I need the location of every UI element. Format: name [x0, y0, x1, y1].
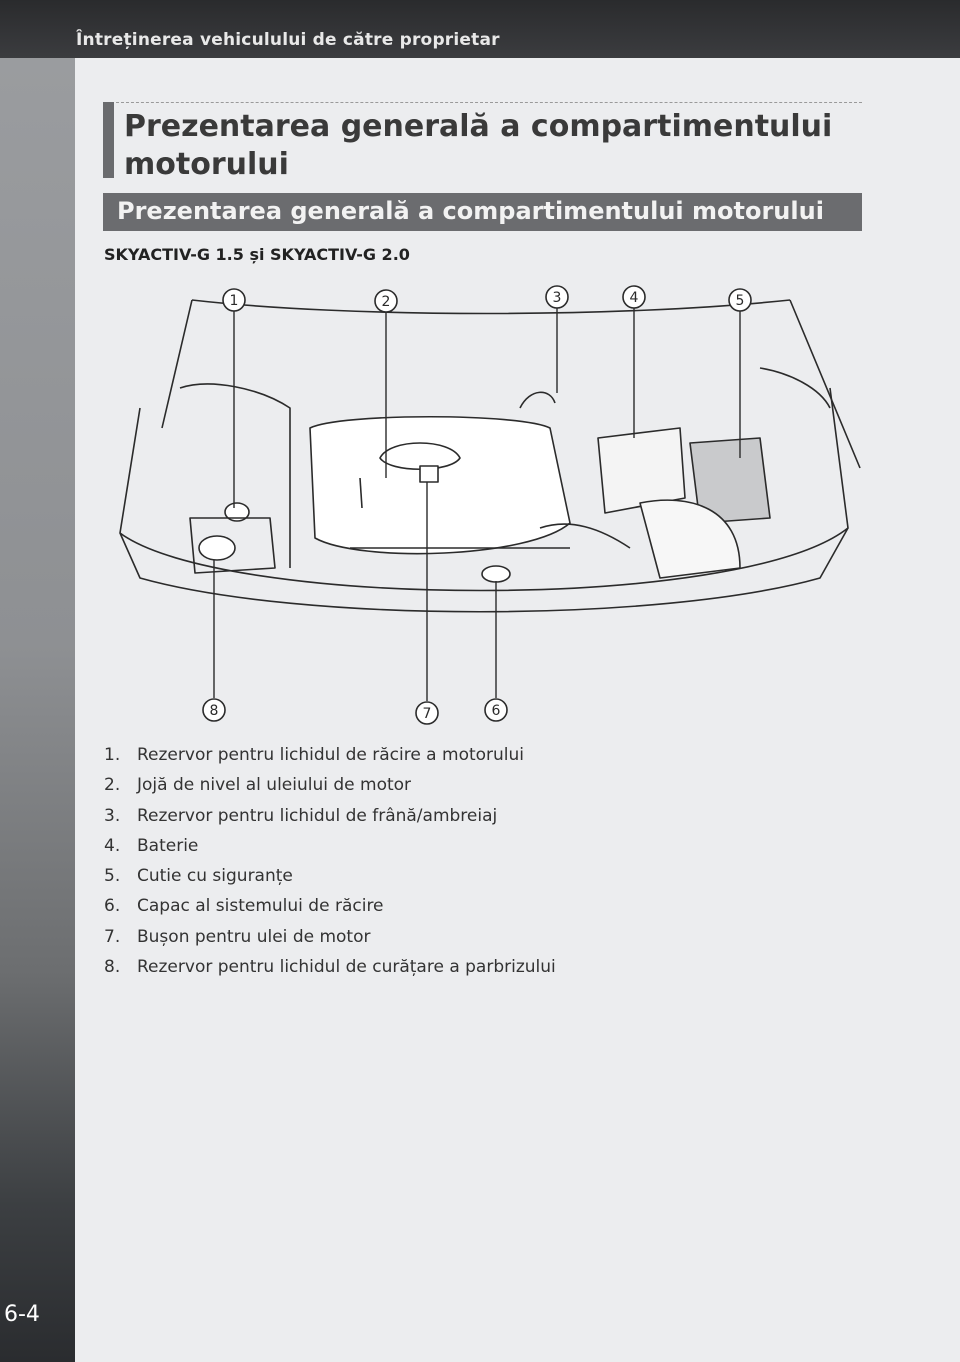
title-divider: [116, 102, 862, 103]
legend-item: 2. Jojă de nivel al uleiului de motor: [104, 775, 412, 796]
legend-item: 8. Rezervor pentru lichidul de curățare a parbrizului: [104, 957, 556, 978]
legend-item: 5. Cutie cu siguranțe: [104, 866, 293, 887]
callout-5: 5: [735, 293, 745, 309]
legend-item: 6. Capac al sistemului de răcire: [104, 896, 384, 917]
callout-3: 3: [552, 290, 562, 306]
page-number: 6-4: [4, 1302, 40, 1327]
header-bar: [0, 0, 960, 58]
page-title: Prezentarea generală a compartimentului motorului: [124, 109, 833, 182]
legend-item: 4. Baterie: [104, 835, 199, 856]
subsection-title: Prezentarea generală a compartimentului motorului: [117, 197, 824, 225]
subsection-bar: [103, 193, 862, 231]
engine-compartment-illustration: [100, 278, 870, 728]
callout-2: 2: [381, 294, 391, 310]
callout-8: 8: [209, 703, 219, 719]
legend-item: 7. Bușon pentru ulei de motor: [104, 926, 371, 947]
title-accent-bar: [103, 102, 114, 178]
callout-1: 1: [229, 293, 239, 309]
legend-item: 3. Rezervor pentru lichidul de frână/ambreiaj: [104, 805, 498, 826]
callout-7: 7: [422, 706, 432, 722]
engine-variant-label: SKYACTIV-G 1.5 și SKYACTIV-G 2.0: [104, 245, 410, 264]
legend-item: 1. Rezervor pentru lichidul de răcire a motorului: [104, 745, 525, 765]
component-legend: [104, 745, 844, 987]
callout-4: 4: [629, 290, 639, 306]
header-title: Întreținerea vehiculului de către proprietar: [76, 30, 500, 50]
sidebar-photo-strip: [0, 58, 75, 1362]
callout-6: 6: [491, 703, 501, 719]
